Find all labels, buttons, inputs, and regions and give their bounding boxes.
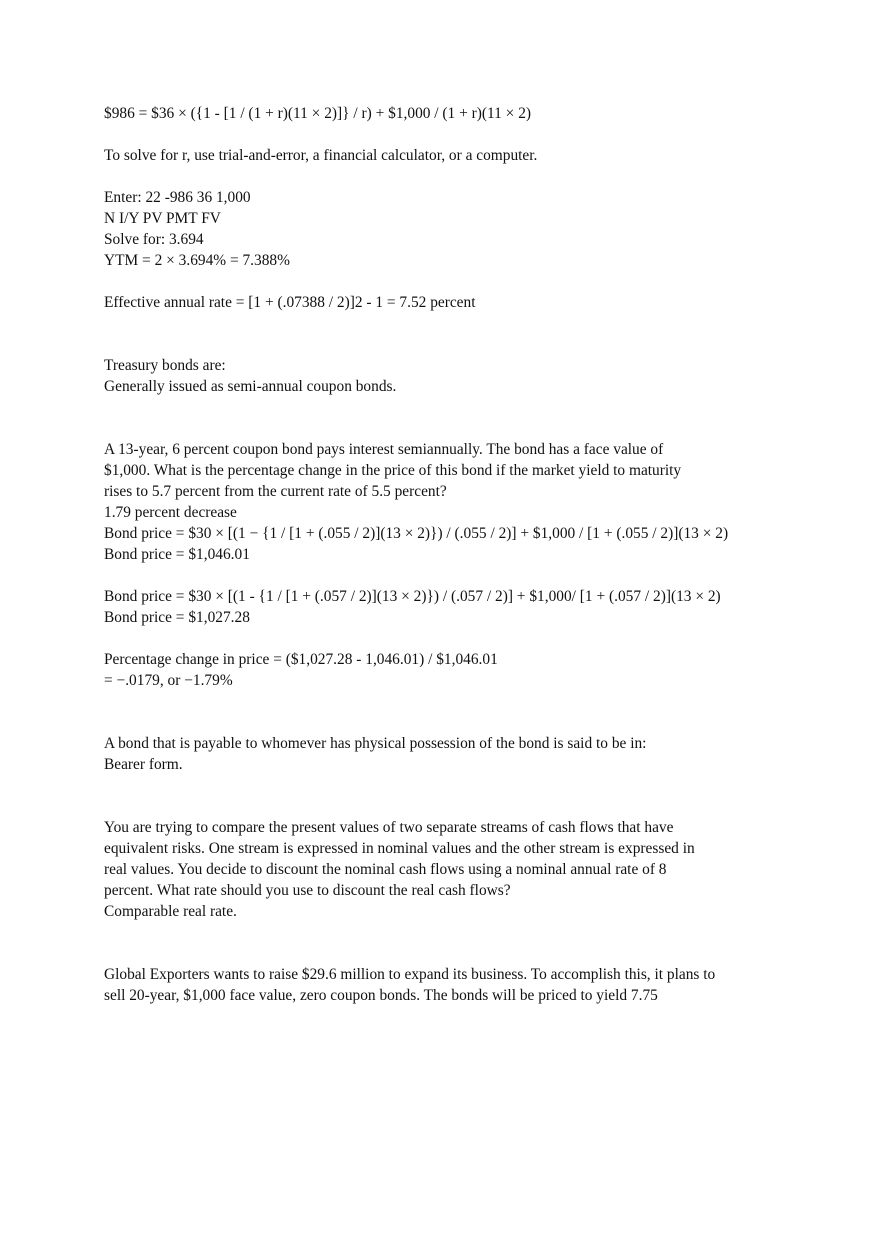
question-bearer-bond: A bond that is payable to whomever has physical possession of the bond is said to be in: (104, 735, 647, 752)
solve-instruction: To solve for r, use trial-and-error, a financial calculator, or a computer. (104, 147, 538, 164)
answer-coupon-bond: 1.79 percent decrease (104, 504, 237, 521)
answer-bearer-bond: Bearer form. (104, 756, 183, 773)
bond-price-formula-1: Bond price = $30 × [(1 − {1 / [1 + (.055 / 2)](13 × 2)}) / (.055 / 2)] + $1,000 / [1 + (.055 / 2)](13 × 2) (104, 525, 729, 542)
question-coupon-bond: A 13-year, 6 percent coupon bond pays interest semiannually. The bond has a face value of $1,000. What is the percentage change in the price of this bond if the market yield to maturity rises to 5.7 percent from the current rate of 5.5 percent? (104, 441, 682, 500)
answer-treasury-bonds: Generally issued as semi-annual coupon bonds. (104, 378, 397, 395)
ytm-result: YTM = 2 × 3.694% = 7.388% (104, 252, 290, 269)
calculator-solve: Solve for: 3.694 (104, 231, 204, 248)
bond-price-2: Bond price = $1,027.28 (104, 609, 250, 626)
calculator-enter: Enter: 22 -986 36 1,000 (104, 189, 251, 206)
answer-real-rate: Comparable real rate. (104, 903, 237, 920)
percentage-change-formula: Percentage change in price = ($1,027.28 - 1,046.01) / $1,046.01 (104, 651, 498, 668)
ytm-equation: $986 = $36 × ({1 - [1 / (1 + r)(11 × 2)]} / r) + $1,000 / (1 + r)(11 × 2) (104, 105, 532, 122)
bond-price-formula-2: Bond price = $30 × [(1 - {1 / [1 + (.057 / 2)](13 × 2)}) / (.057 / 2)] + $1,000/ [1 + (.057 / 2)](13 × 2) (104, 588, 721, 605)
document-body (104, 103, 754, 1006)
bond-price-1: Bond price = $1,046.01 (104, 546, 250, 563)
question-zero-coupon: Global Exporters wants to raise $29.6 million to expand its business. To accomplish this, it plans to sell 20-year, $1,000 face value, zero coupon bonds. The bonds will be priced to yield 7.75 (104, 966, 716, 1004)
percentage-change-result: = −.0179, or −1.79% (104, 672, 233, 689)
effective-annual-rate: Effective annual rate = [1 + (.07388 / 2)]2 - 1 = 7.52 percent (104, 294, 476, 311)
question-treasury-bonds: Treasury bonds are: (104, 357, 226, 374)
question-real-rate: You are trying to compare the present values of two separate streams of cash flows that have equivalent risks. One stream is expressed in nominal values and the other stream is expressed in real values. You decide to discount the nominal cash flows using a nominal annual rate of 8 percent. What rate should you use to discount the real cash flows? (104, 819, 695, 899)
calculator-keys: N I/Y PV PMT FV (104, 210, 221, 227)
